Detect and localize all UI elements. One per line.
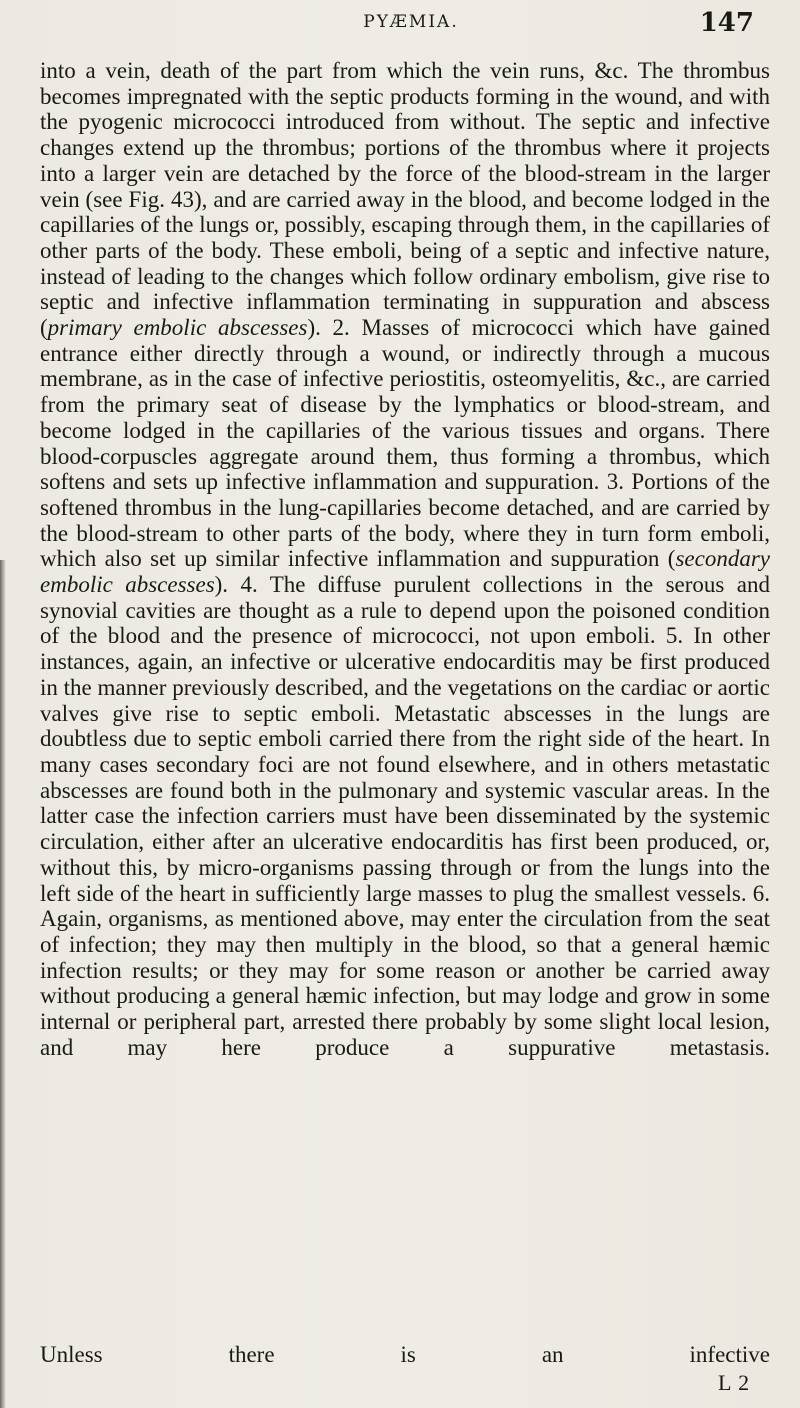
running-title: PYÆMIA.: [363, 12, 459, 32]
body-text-part-1: into a vein, death of the part from which the vein runs, &c. The thrombus becomes impregnated with the septic products forming in the wound, and with the pyogenic micrococci introduced from without. The septic and infective changes extend up the thrombus; portions of the thrombus where it projects into a larger vein are detached by the force of the blood-stream in the larger vein (see Fig. 43), and are carried away in the blood, and become lodged in the capillaries of the lungs or, possibly, escaping through them, in the capillaries of other parts of the body. These emboli, being of a septic and infective nature, instead of leading to the changes which follow ordinary embolism, give rise to septic and infective inflammation terminating in suppuration and abscess (: [40, 58, 770, 341]
body-paragraph: [40, 58, 770, 1060]
primary-embolic-abscesses-term: primary embolic abscesses: [47, 315, 308, 341]
body-text-part-2: ). 2. Masses of micrococci which have gained entrance either directly through a wound, or indirectly through a mucous membrane, as in the case of infective periostitis, osteomyelitis, &c., are carried from the primary seat of disease by the lymphatics or blood-stream, and become lodged in the capillaries of the various tissues and organs. There blood-corpuscles aggregate around them, thus forming a thrombus, which softens and sets up infective inflammation and suppuration. 3. Portions of the softened thrombus in the lung-capillaries become detached, and are carried by the blood-stream to other parts of the body, where they in turn form emboli, which also set up similar infective inflammation and suppuration (: [40, 315, 770, 572]
signature-mark: L 2: [718, 1370, 751, 1395]
page-edge-shadow: [0, 560, 6, 1408]
secondary-embolic-abscesses-term: secondary embolic abscesses: [40, 546, 770, 598]
page-number: 147: [699, 8, 754, 38]
page-header: [68, 8, 754, 38]
body-text-part-3: ). 4. The diffuse purulent collections in the serous and synovial cavities are thought as a rule to depend upon the poisoned condition of the blood and the presence of micrococci, not upon emboli. 5. In other instances, again, an infective or ulcerative endocarditis may be first produced in the manner previously described, and the vegetations on the cardiac or aortic valves give rise to septic emboli. Metastatic abscesses in the lungs are doubtless due to septic emboli carried there from the right side of the heart. In many cases secondary foci are not found elsewhere, and in others metastatic abscesses are found both in the pulmonary and systemic vascular areas. In the latter case the infection carriers must have been disseminated by the systemic circulation, either after an ulcerative endocarditis has first been produced, or, without this, by micro-organisms passing through or from the lungs into the left side of the heart in sufficiently large masses to plug the smallest vessels. 6. Again, organisms, as mentioned above, may enter the circulation from the seat of infection; they may then multiply in the blood, so that a general hæmic infection results; or they may for some reason or another be carried away without producing a general hæmic infection, but may lodge and grow in some internal or peripheral part, arrested there probably by some slight local lesion, and may here produce a suppurative metastasis.: [40, 572, 770, 1060]
body-last-line: Unless there is an infective: [40, 1342, 770, 1367]
